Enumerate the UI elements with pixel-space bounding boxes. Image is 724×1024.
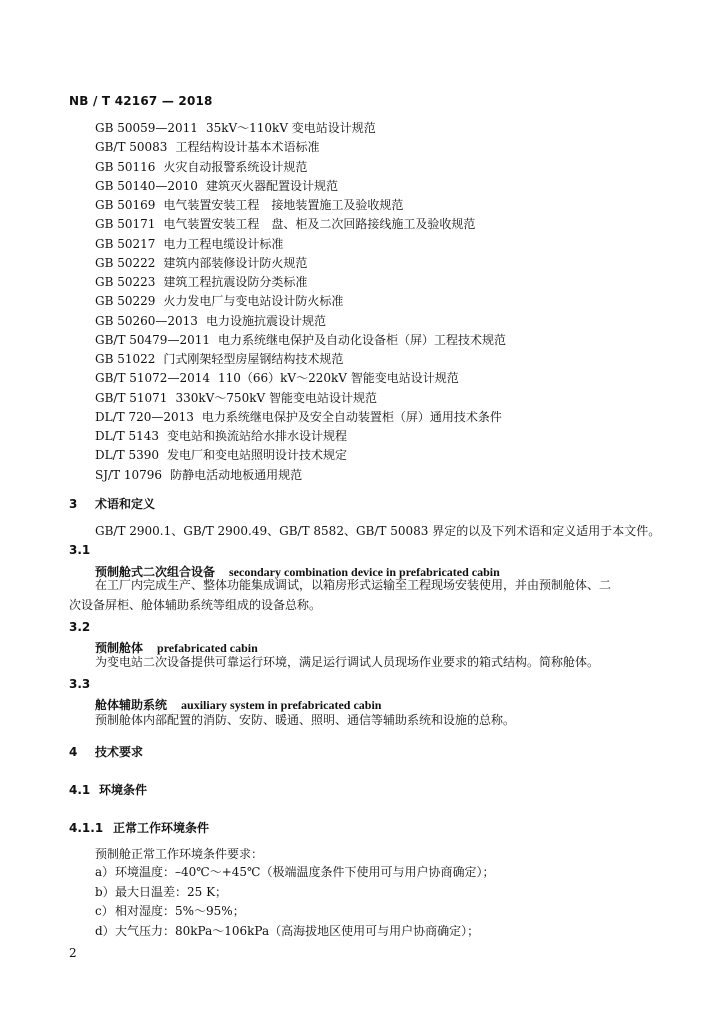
term-zh: 预制舱式二次组合设备 [95, 565, 216, 579]
reference-item [95, 446, 695, 465]
section-3-heading [69, 495, 155, 512]
term-en: prefabricated cabin [157, 641, 258, 655]
reference-title: 35kV～110kV 变电站设计规范 [205, 121, 376, 135]
term-en: secondary combination device in prefabricated cabin [229, 565, 500, 579]
reference-code: GB 50222 [95, 255, 156, 270]
list-text: 最大日温差：25 K； [115, 884, 228, 899]
reference-title: 电气装置安装工程 盘、柜及二次回路接线施工及验收规范 [163, 217, 476, 232]
reference-code: DL/T 5143 [95, 429, 159, 443]
term-zh: 预制舱体 [95, 641, 144, 655]
list-marker: c） [95, 904, 114, 918]
reference-item [95, 427, 695, 446]
reference-code: SJ/T 10796 [95, 467, 163, 482]
reference-code: GB 50116 [95, 159, 156, 174]
term-number: 3.2 [69, 620, 91, 634]
reference-title: 工程结构设计基本术语标准 [175, 140, 320, 155]
section-title: 正常工作环境条件 [113, 821, 210, 835]
reference-code: GB/T 50083 [95, 140, 168, 155]
reference-item [95, 235, 695, 254]
reference-code: GB 50217 [95, 236, 156, 251]
list-marker: d） [95, 923, 115, 938]
reference-code: GB 50229 [95, 294, 156, 309]
term-definition-line: 次设备屏柜、舱体辅助系统等组成的设备总称。 [69, 598, 322, 612]
reference-title: 电力系统继电保护及自动化设备柜（屏）工程技术规范 [217, 332, 506, 347]
reference-title: 电力设施抗震设计规范 [205, 313, 326, 328]
reference-code: GB 50171 [95, 217, 156, 232]
term-number: 3.3 [69, 677, 91, 691]
reference-item [95, 273, 695, 292]
reference-code: GB 50169 [95, 198, 156, 212]
reference-item [95, 389, 695, 408]
reference-code: GB 50140—2010 [95, 178, 198, 193]
reference-item [95, 138, 695, 157]
list-marker: b） [95, 884, 115, 899]
reference-title: 火力发电厂与变电站设计防火标准 [163, 294, 344, 309]
section-title: 术语和定义 [95, 497, 156, 511]
reference-item [95, 369, 695, 388]
reference-item [95, 312, 695, 331]
section-number: 4.1 [69, 783, 91, 797]
reference-item [95, 331, 695, 350]
section-4-1-heading [69, 781, 147, 798]
section-3-intro: GB/T 2900.1、GB/T 2900.49、GB/T 8582、GB/T 50083 界定的以及下列术语和定义适用于本文件。 [95, 524, 661, 538]
reference-code: DL/T 720—2013 [95, 409, 194, 424]
reference-code: GB 50059—2011 [95, 121, 198, 135]
environment-conditions-list [95, 863, 695, 941]
list-item [95, 922, 695, 942]
reference-title: 电力工程电缆设计标准 [163, 236, 284, 251]
reference-code: GB 50223 [95, 275, 156, 289]
reference-item [95, 350, 695, 369]
reference-item [95, 177, 695, 196]
section-number: 3 [69, 497, 78, 511]
reference-title: 电力系统继电保护及安全自动装置柜（屏）通用技术条件 [201, 409, 502, 424]
list-item [95, 902, 695, 922]
section-number: 4 [69, 745, 78, 759]
term-definition-line: 在工厂内完成生产、整体功能集成调试，以箱房形式运输至工程现场安装使用，并由预制舱体、二 [95, 578, 612, 592]
reference-title: 建筑内部装修设计防火规范 [163, 255, 308, 270]
reference-title: 建筑灭火器配置设计规范 [205, 178, 338, 193]
term-zh: 舱体辅助系统 [95, 698, 168, 712]
reference-code: GB/T 50479—2011 [95, 332, 210, 347]
reference-title: 门式刚架轻型房屋钢结构技术规范 [163, 352, 344, 366]
reference-item [95, 292, 695, 311]
document-header: NB / T 42167 — 2018 [69, 94, 213, 108]
reference-item [95, 158, 695, 177]
reference-title: 330kV～750kV 智能变电站设计规范 [175, 390, 377, 405]
reference-item [95, 119, 695, 138]
reference-code: GB/T 51071 [95, 390, 168, 405]
reference-title: 防静电活动地板通用规范 [170, 467, 303, 482]
reference-title: 变电站和换流站给水排水设计规程 [167, 429, 348, 443]
reference-item [95, 408, 695, 427]
list-text: 大气压力：80kPa～106kPa（高海拔地区使用可与用户协商确定）； [115, 923, 480, 938]
page-number: 2 [69, 946, 77, 960]
list-text: 环境温度：–40℃～+45℃（极端温度条件下使用可与用户协商确定）； [115, 865, 495, 879]
section-4-1-1-heading [69, 819, 209, 836]
reference-item [95, 196, 695, 215]
reference-item [95, 215, 695, 234]
reference-code: DL/T 5390 [95, 448, 159, 463]
reference-title: 发电厂和变电站照明设计技术规定 [167, 448, 348, 463]
section-4-1-1-intro: 预制舱正常工作环境条件要求： [95, 847, 264, 861]
term-definition-line: 为变电站二次设备提供可靠运行环境，满足运行调试人员现场作业要求的箱式结构。简称舱体。 [95, 655, 600, 669]
reference-code: GB 51022 [95, 352, 156, 366]
section-title: 环境条件 [99, 783, 148, 797]
reference-item [95, 254, 695, 273]
reference-code: GB 50260—2013 [95, 313, 198, 328]
normative-references-list [95, 119, 695, 485]
term-definition-line: 预制舱体内部配置的消防、安防、暖通、照明、通信等辅助系统和设施的总称。 [95, 713, 516, 727]
term-number: 3.1 [69, 543, 91, 557]
section-4-heading [69, 743, 143, 760]
reference-code: GB/T 51072—2014 [95, 371, 210, 386]
term-en: auxiliary system in prefabricated cabin [181, 698, 382, 712]
section-title: 技术要求 [95, 745, 144, 759]
reference-title: 110（66）kV～220kV 智能变电站设计规范 [217, 371, 459, 386]
list-item [95, 863, 695, 883]
section-number: 4.1.1 [69, 821, 104, 835]
list-marker: a） [95, 865, 115, 879]
reference-title: 火灾自动报警系统设计规范 [163, 159, 308, 174]
reference-title: 建筑工程抗震设防分类标准 [163, 275, 308, 289]
reference-title: 电气装置安装工程 接地装置施工及验收规范 [163, 198, 404, 212]
reference-item [95, 466, 695, 485]
list-text: 相对湿度：5%～95%； [115, 904, 245, 918]
list-item [95, 883, 695, 903]
